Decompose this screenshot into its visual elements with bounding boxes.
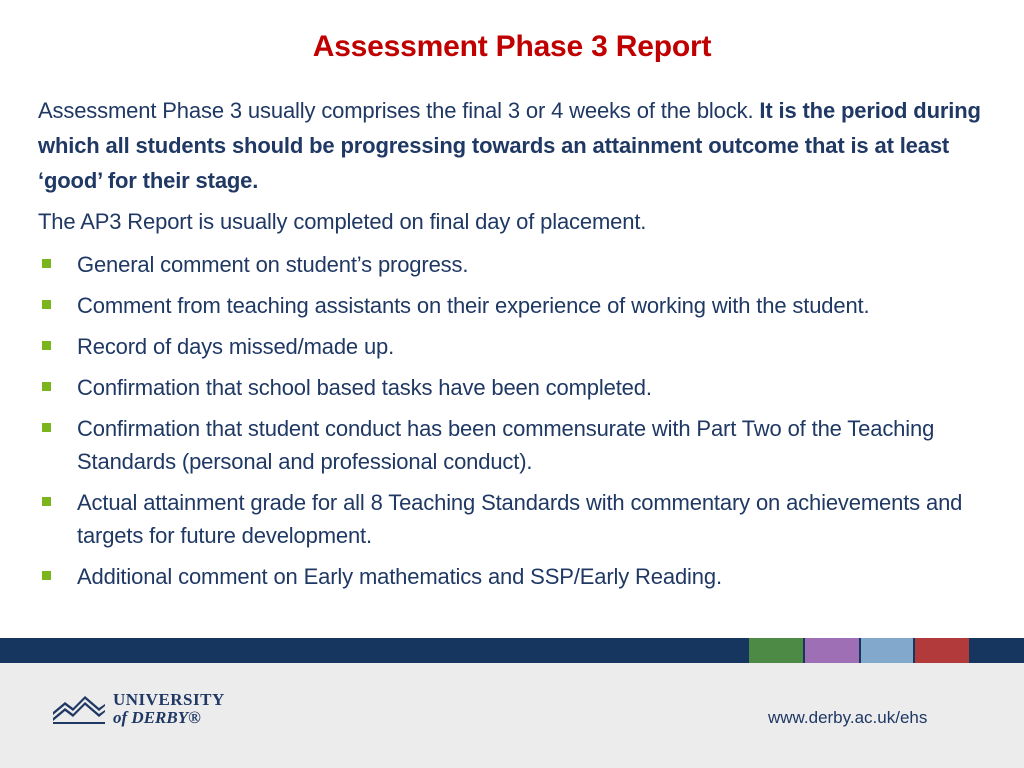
bullet-list [38, 248, 998, 601]
bullet-text: Record of days missed/made up. [77, 334, 395, 359]
bullet-text: Confirmation that student conduct has been commensurate with Part Two of the Teaching Standards (personal and professional conduct). [77, 416, 935, 474]
square-bullet-icon [42, 497, 51, 506]
logo-text-university: UNIVERSITY [113, 690, 225, 709]
intro-paragraph [38, 93, 998, 198]
bullet-item [38, 248, 998, 281]
lead-paragraph: The AP3 Report is usually completed on final day of placement. [38, 209, 647, 234]
intro-text: Assessment Phase 3 usually comprises the final 3 or 4 weeks of the block. [38, 98, 760, 123]
color-swatch-red [915, 638, 969, 663]
square-bullet-icon [42, 382, 51, 391]
square-bullet-icon [42, 300, 51, 309]
bullet-item [38, 330, 998, 363]
bullet-item [38, 486, 998, 552]
mountains-logo-icon [53, 690, 105, 724]
bullet-text: General comment on student’s progress. [77, 252, 469, 277]
bullet-item [38, 412, 998, 478]
slide-title: Assessment Phase 3 Report [312, 30, 712, 63]
bullet-item [38, 371, 998, 404]
university-logo [53, 690, 243, 730]
color-swatch-purple [805, 638, 859, 663]
square-bullet-icon [42, 259, 51, 268]
bullet-item [38, 289, 998, 322]
square-bullet-icon [42, 423, 51, 432]
color-swatch-green [749, 638, 803, 663]
bullet-item [38, 560, 998, 593]
bullet-text: Comment from teaching assistants on their experience of working with the student. [77, 293, 870, 318]
intro-emphasis: It is the period during which all students should be progressing towards an attainment outcome that is at least ‘good’ for their stage. [38, 98, 981, 193]
square-bullet-icon [42, 571, 51, 580]
logo-text-derby: of DERBY® [113, 708, 201, 727]
square-bullet-icon [42, 341, 51, 350]
bullet-text: Additional comment on Early mathematics and SSP/Early Reading. [77, 564, 722, 589]
bullet-text: Confirmation that school based tasks have been completed. [77, 375, 652, 400]
color-swatch-blue [861, 638, 913, 663]
bullet-text: Actual attainment grade for all 8 Teaching Standards with commentary on achievements and targets for future development. [77, 490, 963, 548]
website-link[interactable]: www.derby.ac.uk/ehs [768, 708, 928, 727]
